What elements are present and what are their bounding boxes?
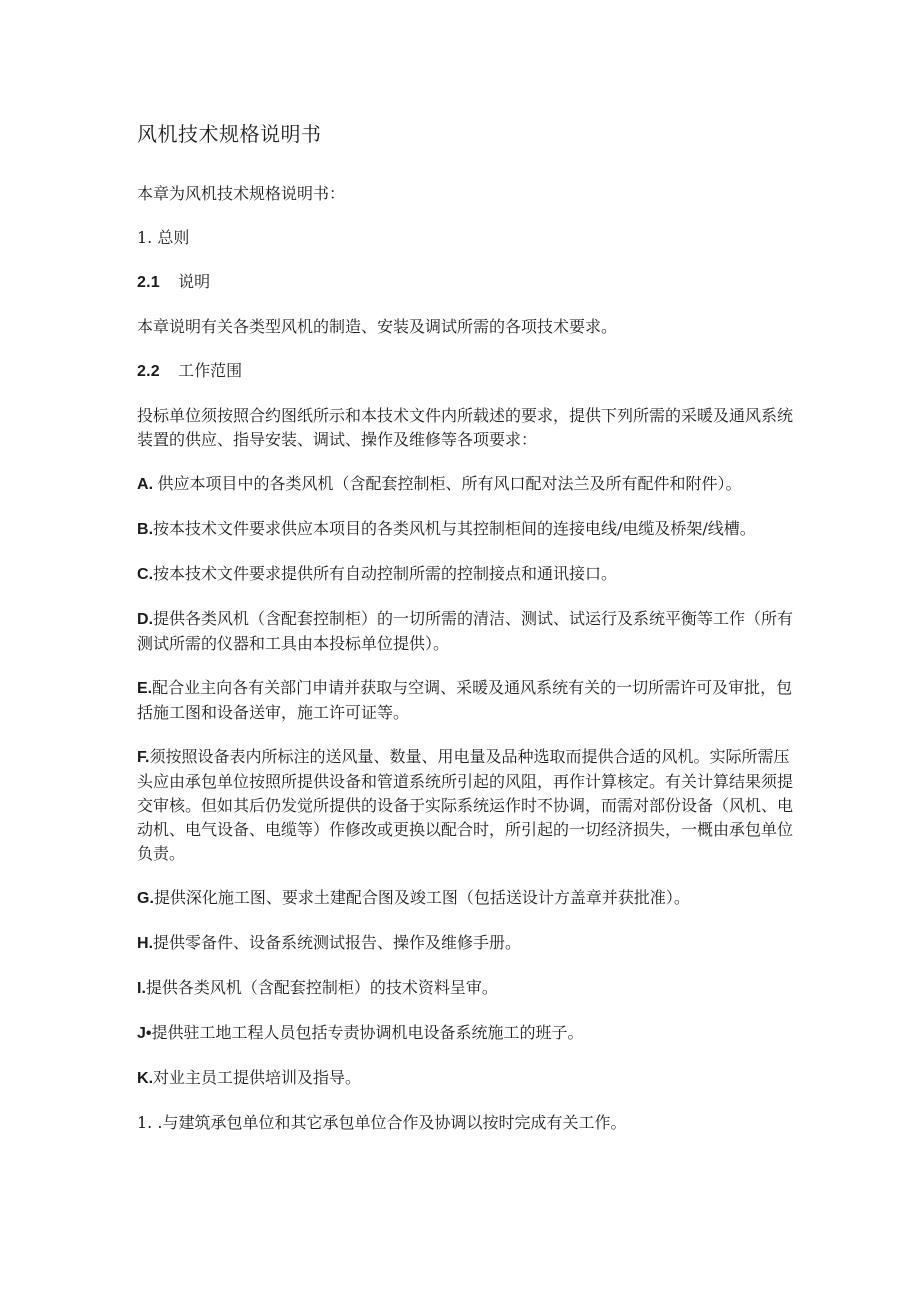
item-separator: .: [148, 521, 154, 538]
intro-paragraph: 本章为风机技术规格说明书：: [137, 184, 346, 203]
item-text: 按本技术文件要求供应本项目的各类风机与其控制柜间的连接电线/电缆及桥架/线槽。: [153, 519, 756, 538]
item-label: A: [137, 476, 149, 493]
section-number: 2.2: [137, 363, 160, 380]
item-label: K: [137, 1070, 149, 1087]
item-separator: .: [149, 890, 154, 907]
list-item-j: [137, 1021, 797, 1046]
document-title: 风机技术规格说明书: [137, 122, 322, 146]
item-label: C: [137, 566, 149, 583]
item-separator: .: [148, 566, 154, 583]
item-text: 提供各类风机（含配套控制柜）的一切所需的清洁、测试、试运行及系统平衡等工作（所有测试所需的仪器和工具由本投标单位提供）。: [137, 609, 794, 653]
item-separator: .: [148, 611, 154, 628]
item-separator: •: [145, 1025, 152, 1042]
item-label: E: [137, 680, 148, 697]
item-text: 提供零备件、设备系统测试报告、操作及维修手册。: [153, 933, 522, 952]
chapter-heading: 1. 总则: [137, 228, 190, 247]
item-label: F: [137, 749, 145, 766]
item-text: 供应本项目中的各类风机（含配套控制柜、所有风口配对法兰及所有配件和附件）。: [157, 474, 742, 493]
item-label: I: [137, 980, 142, 997]
section-2-2-heading: [137, 359, 797, 384]
list-item-b: [137, 517, 797, 542]
list-item-g: [137, 886, 797, 911]
item-label: D: [137, 611, 149, 628]
item-text: 提供深化施工图、要求土建配合图及竣工图（包括送设计方盖章并获批准）。: [153, 888, 690, 907]
section-title: 说明: [178, 272, 211, 291]
item-separator: .: [141, 980, 146, 997]
item-text: 须按照设备表内所标注的送风量、数量、用电量及品种选取而提供合适的风机。实际所需压头应由承包单位按照所提供设备和管道系统所引起的风阻，再作计算核定。有关计算结果须提交审核。但如其后仍发觉所提供的设备于实际系统运作时不协调，而需对部份设备（风机、电动机、电气设备、电缆等）作修改或更换以配合时，所引起的一切经济损失，一概由承包单位负责。: [137, 747, 794, 863]
section-number: 2.1: [137, 274, 160, 291]
item-text: 提供各类风机（含配套控制柜）的技术资料呈审。: [145, 978, 498, 997]
list-item-e: [137, 676, 797, 725]
list-item-i: [137, 976, 797, 1001]
list-item-f: [137, 745, 797, 866]
item-text: 对业主员工提供培训及指导。: [153, 1068, 362, 1087]
final-paragraph: 1. .与建筑承包单位和其它承包单位合作及协调以按时完成有关工作。: [137, 1113, 627, 1132]
item-separator: .: [147, 680, 153, 697]
list-item-h: [137, 931, 797, 956]
item-text: 按本技术文件要求提供所有自动控制所需的控制接点和通讯接口。: [153, 564, 618, 583]
item-separator: .: [148, 1070, 154, 1087]
item-label: G: [137, 890, 150, 907]
section-2-2-body: 投标单位须按照合约图纸所示和本技术文件内所载述的要求，提供下列所需的采暖及通风系统装置的供应、指导安装、调试、操作及维修等各项要求：: [137, 406, 794, 449]
item-label: H: [137, 935, 149, 952]
item-text: 配合业主向各有关部门申请并获取与空调、采暖及通风系统有关的一切所需许可及审批，包括施工图和设备送审，施工许可证等。: [137, 678, 793, 722]
item-text: 提供驻工地工程人员包括专责协调机电设备系统施工的班子。: [151, 1023, 584, 1042]
section-2-1-body: 本章说明有关各类型风机的制造、安装及调试所需的各项技术要求。: [137, 317, 618, 336]
item-label: J: [137, 1025, 146, 1042]
item-separator: .: [148, 476, 158, 493]
section-title: 工作范围: [178, 361, 243, 380]
list-item-c: [137, 562, 797, 587]
section-2-1-heading: [137, 270, 797, 295]
item-separator: .: [148, 935, 154, 952]
list-item-a: [137, 472, 797, 497]
item-separator: .: [145, 749, 150, 766]
list-item-d: [137, 607, 797, 656]
document-body: [137, 120, 797, 1155]
list-item-k: [137, 1066, 797, 1091]
item-label: B: [137, 521, 149, 538]
